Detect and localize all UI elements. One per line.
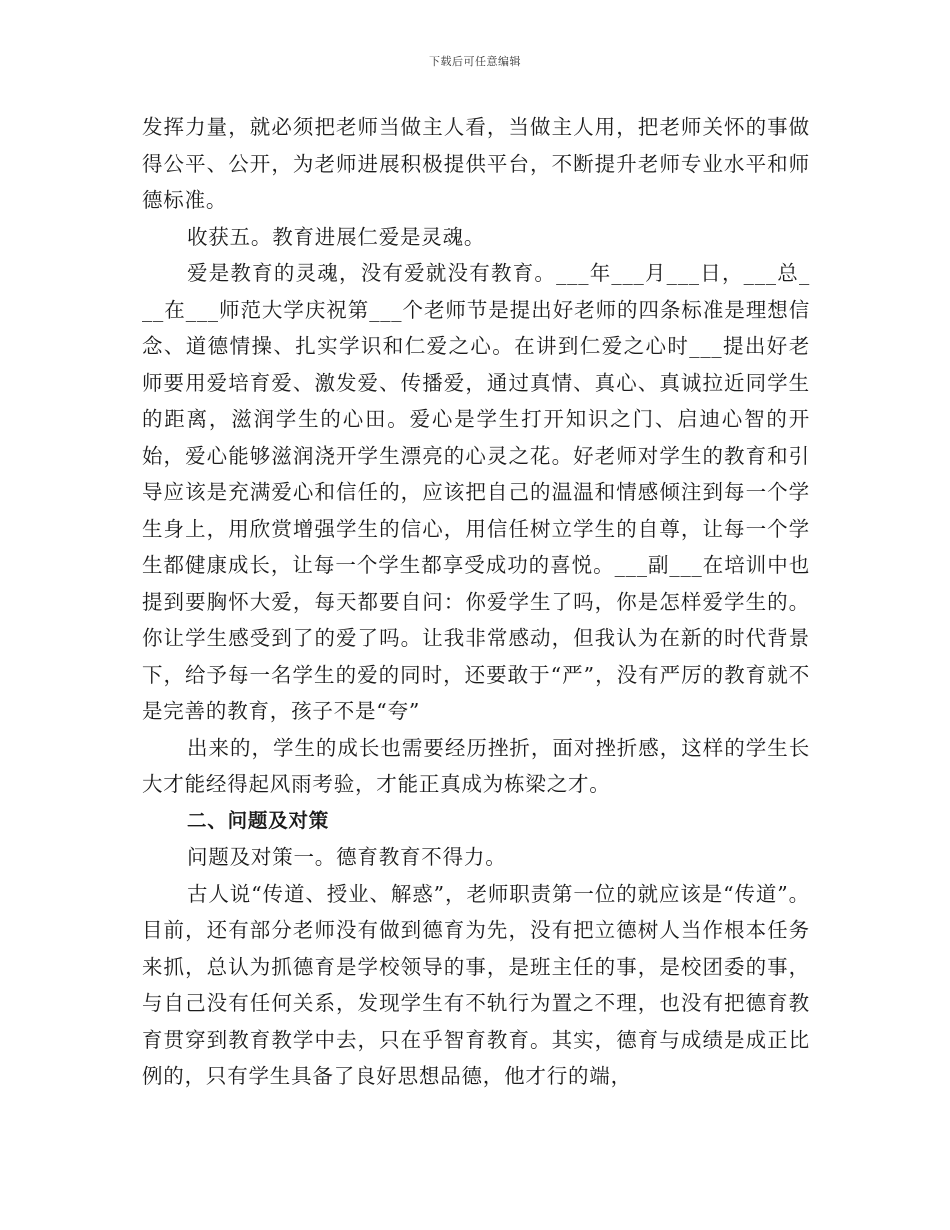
paragraph-6: 问题及对策一。德育教育不得力。 [187,845,507,869]
page-header: 下载后可任意编辑 [429,55,521,68]
section-heading: 二、问题及对策 [187,808,330,832]
paragraph-1: 发挥力量，就必须把老师当做主人看，当做主人用，把老师关怀的事做得公平、公开，为老师进展积极提供平台，不断提升老师专业水平和师德标准。 [142,115,810,212]
paragraph-4: 出来的，学生的成长也需要经历挫折，面对挫折感，这样的学生长大才能经得起风雨考验，才能正真成为栋梁之才。 [142,735,810,796]
paragraph-3: 爱是教育的灵魂，没有爱就没有教育。___年___月___日，___总___在___师范大学庆祝第___个老师节是提出好老师的四条标准是理想信念、道德情操、扎实学识和仁爱之心。在讲到仁爱之心时___提出好老师要用爱培育爱、激发爱、传播爱，通过真情、真心、真诚拉近同学生的距离，滋润学生的心田。爱心是学生打开知识之门、启迪心智的开始，爱心能够滋润浇开学生漂亮的心灵之花。好老师对学生的教育和引导应该是充满爱心和信任的，应该把自己的温温和情感倾注到每一个学生身上，用欣赏增强学生的信心，用信任树立学生的自尊，让每一个学生都健康成长，让每一个学生都享受成功的喜悦。___副___在培训中也提到要胸怀大爱，每天都要自问：你爱学生了吗，你是怎样爱学生的。你让学生感受到了的爱了吗。让我非常感动，但我认为在新的时代背景下，给予每一名学生的爱的同时，还要敢于“严”，没有严厉的教育就不是完善的教育，孩子不是“夸” [142,261,810,723]
document-body [142,109,810,1095]
paragraph-2: 收获五。教育进展仁爱是灵魂。 [187,224,486,249]
paragraph-7: 古人说“传道、授业、解惑”，老师职责第一位的就应该是“传道”。目前，还有部分老师没有做到德育为先，没有把立德树人当作根本任务来抓，总认为抓德育是学校领导的事，是班主任的事，是校团委的事，与自己没有任何关系，发现学生有不轨行为置之不理，也没有把德育教育贯穿到教育教学中去，只在乎智育教育。其实，德育与成绩是成正比例的，只有学生具备了良好思想品德，他才行的端， [142,881,810,1088]
